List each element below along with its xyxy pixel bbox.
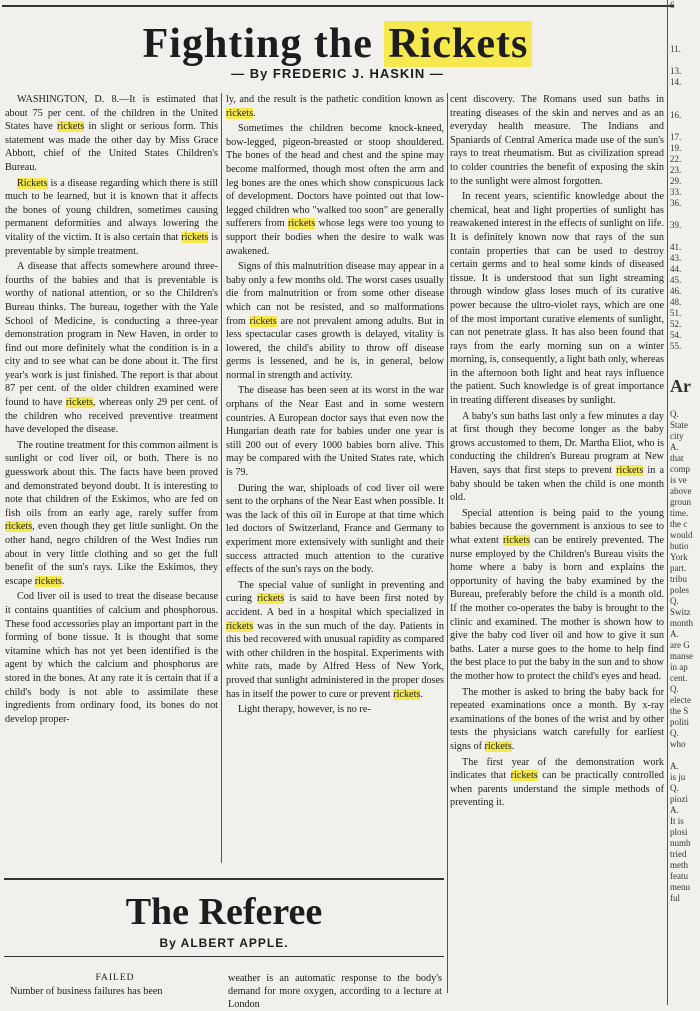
margin-fragment: time. bbox=[670, 508, 689, 518]
referee-text-1: Number of business failures has been bbox=[10, 986, 163, 997]
margin-fragment bbox=[670, 121, 700, 132]
margin-fragment bbox=[670, 22, 700, 33]
margin-fragment bbox=[670, 209, 700, 220]
article-title bbox=[0, 18, 675, 70]
paragraph: In recent years, scientific knowledge about the chemical, heat and light properties of sunlight has reawakened interest in the effects of sunlight on life. It is definitely known now that rays of the sun contain properties that can be used to destroy certain germs and to heal some kinds of diseased tissue. It is understood that sun light streaming through window glass loses much of its curative power because the ultro-violet rays, which are one of the most important curative elements of sunlight, can not penetrate glass. It has also been found that rays from the early morning sun on a winter morning, is, consequently, a light bath only, whereas in the afternoon both light and heat rays influence the patient. Such knowledge is of great importance in treating different diseases by sunlight. bbox=[450, 191, 664, 407]
referee-top-rule bbox=[4, 878, 444, 880]
column-divider bbox=[447, 93, 448, 993]
paragraph: Special attention is being paid to the young babies because the government is anxious to see to what extent rickets can be entirely prevented. The nurse employed by the Children's Bureau visits the home where a baby is born and explains the opportunity of having the baby examined by the Bureau, preferably before the child is a month old. If the mother co-operates the baby is brought to the clinic and examined. The mother is shown how to give the baby cod liver oil and how to give it sun baths. Later a nurse goes to the home to help find the best place to put the baby in the sun and to show the mother how to protect the child's eyes and head. bbox=[450, 507, 664, 682]
highlighted-term: rickets bbox=[5, 521, 33, 533]
margin-fragment: electe bbox=[670, 695, 691, 705]
margin-fragment bbox=[670, 33, 700, 44]
margin-fragment: 29. bbox=[670, 176, 682, 186]
margin-fragment: Ar bbox=[670, 376, 691, 396]
margin-fragment: city bbox=[670, 431, 684, 441]
referee-rule bbox=[4, 956, 444, 957]
margin-fragment bbox=[670, 231, 700, 242]
margin-fragment: politi bbox=[670, 717, 690, 727]
margin-fragment: are G bbox=[670, 640, 690, 650]
referee-title: The Referee bbox=[125, 891, 323, 933]
margin-fragment: Q. bbox=[670, 409, 679, 419]
margin-fragment: manse bbox=[670, 651, 693, 661]
paragraph: Rickets is a disease regarding which there is still much to be learned, but it is known that it affects the bones of young children, sometimes causing permanent deformities and always lowering the vitality of the victim. It is also certain that rickets is preventable by simple treatment. bbox=[5, 177, 218, 257]
title-prefix: Fighting the bbox=[142, 21, 385, 67]
margin-fragment: featu bbox=[670, 871, 688, 881]
margin-fragment: 22. bbox=[670, 154, 682, 164]
margin-fragment: It is bbox=[670, 816, 684, 826]
margin-fragment: tribu bbox=[670, 574, 687, 584]
margin-fragment: in ap bbox=[670, 662, 688, 672]
top-rule bbox=[2, 5, 674, 7]
margin-fragment bbox=[670, 88, 700, 99]
paragraph: During the war, shiploads of cod liver oil were sent to the orphans of the Near East when possible. It was the lack of this oil in Europe at that time which led doctors of Switzerland, France and Germany to experiment more extensively with sunlight and their success attracted much attention to the curative effects of the sun's rays on the body. bbox=[226, 482, 444, 576]
margin-fragment: Q. bbox=[670, 684, 679, 694]
paragraph: ly, and the result is the pathetic condition known as rickets. bbox=[226, 94, 444, 119]
margin-fragment: 17. bbox=[670, 132, 682, 142]
margin-fragment: 11. bbox=[670, 44, 681, 54]
margin-fragment: 41. bbox=[670, 242, 682, 252]
margin-fragment: A. bbox=[670, 805, 679, 815]
paragraph: Sometimes the children become knock-kneed, bow-legged, pigeon-breasted or stoop shouldered. The bones of the head and chest and the spine may become malformed, though most often the arm and leg bones are the ones which show conspicuous lack of development. Doctors have pointed out that low-legged children who "walked too soon" are generally sufferers from rickets whose legs were too young to support their bodies when the desire to walk was awakened. bbox=[226, 123, 444, 257]
margin-fragment: Switz bbox=[670, 607, 691, 617]
paragraph: WASHINGTON, D. 8.—It is estimated that about 75 per cent. of the children in the United States have rickets in slight or serious form. This statement was made the other day by Miss Grace Abbott, chief of the United States Children's Bureau. bbox=[5, 94, 218, 173]
margin-fragment: the c bbox=[670, 519, 688, 529]
margin-fragment: A. bbox=[670, 761, 679, 771]
highlighted-term: rickets bbox=[393, 688, 421, 700]
highlighted-term: rickets bbox=[57, 121, 85, 133]
margin-fragment: 45. bbox=[670, 275, 682, 285]
margin-fragment: 52. bbox=[670, 319, 682, 329]
paragraph: cent discovery. The Romans used sun baths in treating diseases of the skin and nerves and as an everyday health measure. The Indians and Spaniards of Central America made use of the sun's rays to treat rheumatism. But as civilization spread to colder countries the benefit of exposing the skin to the sunlight were almost forgotten. bbox=[450, 94, 664, 187]
margin-fragment: Q. bbox=[670, 596, 679, 606]
column-divider bbox=[221, 93, 222, 863]
margin-fragment: A. bbox=[670, 629, 679, 639]
margin-fragment bbox=[670, 11, 700, 22]
highlighted-term: rickets bbox=[65, 397, 93, 409]
margin-fragment: above bbox=[670, 486, 692, 496]
margin-fragment: ful bbox=[670, 893, 680, 903]
paragraph: A disease that affects somewhere around three-fourths of the babies and that is preventable is worthy of national attention, or so the Children's Bureau thinks. The bureau, together with the Yale School of Medicine, is conducting a three-year demonstration program in New Haven, in order to find out more definitely what the condition is in a city and to see what can be done about it. The first year's work is just finished. The report is that about 87 per cent. of the older children examined were found to have rickets, whereas only 29 per cent. of the children who received preventive treatment have developed the disease. bbox=[5, 261, 218, 436]
highlighted-term: rickets bbox=[257, 593, 285, 605]
margin-fragment: Q. bbox=[670, 728, 679, 738]
margin-fragment: 39. bbox=[670, 220, 682, 230]
paragraph: Cod liver oil is used to treat the disease because it contains quantities of calcium and phosphorous. These food accessories play an important part in the forming of bone tissue. It is thought that some vitamine which has not yet been identified is the agent by which the calcium and phosphorus are stored in the bones. At any rate it is certain that if a child's body is not able to assimilate these ingredients from ordinary food, its bones do not develop proper- bbox=[5, 591, 218, 725]
margin-fragment: 55. bbox=[670, 341, 682, 351]
margin-fragment: comp bbox=[670, 464, 690, 474]
article-column-1 bbox=[5, 93, 218, 863]
article-byline: — By FREDERIC J. HASKIN — bbox=[231, 66, 444, 81]
margin-fragment: tried bbox=[670, 849, 687, 859]
margin-fragment bbox=[670, 363, 700, 374]
highlighted-term: rickets bbox=[249, 315, 277, 327]
highlighted-term: rickets bbox=[181, 231, 209, 243]
margin-fragment: 48. bbox=[670, 297, 682, 307]
highlighted-term: rickets bbox=[502, 535, 531, 546]
margin-fragment: 33. bbox=[670, 187, 682, 197]
highlighted-term: Rickets bbox=[17, 177, 48, 189]
title-highlight: Rickets bbox=[384, 21, 532, 67]
margin-fragment: that bbox=[670, 453, 684, 463]
paragraph: The first year of the demonstration work indicates that rickets can be practically controlled when parents understand the simple methods of preventing it. bbox=[450, 756, 664, 809]
paragraph: Light therapy, however, is no re- bbox=[238, 704, 371, 716]
margin-fragment bbox=[670, 55, 700, 66]
margin-fragment: 23. bbox=[670, 165, 682, 175]
highlighted-term: rickets bbox=[34, 575, 62, 587]
highlighted-term: rickets bbox=[616, 465, 644, 477]
margin-fragment: menu bbox=[670, 882, 690, 892]
margin-fragment bbox=[670, 99, 700, 110]
margin-fragment bbox=[670, 352, 700, 363]
margin-fragment: 44. bbox=[670, 264, 682, 274]
margin-fragment bbox=[670, 750, 700, 761]
margin-fragment: cent. bbox=[670, 673, 688, 683]
margin-fragment: 54. bbox=[670, 330, 682, 340]
article-column-2 bbox=[226, 93, 444, 863]
margin-fragment: A. bbox=[670, 442, 679, 452]
article-column-3 bbox=[450, 93, 664, 993]
highlighted-term: rickets bbox=[510, 770, 538, 782]
referee-column-2: weather is an automatic response to the body's demand for more oxygen, according to a lecture at London bbox=[228, 973, 442, 1010]
paragraph: The routine treatment for this common ailment is sunlight or cod liver oil, or both. There is no guesswork about this. The facts have been proved and demonstrated beyond doubt. It is interesting to note that children of the Eskimos, who are fed on fish oils from an early age, rarely suffer from rickets, even though they get little sunlight. On the other hand, negro children of the West Indies run about in very little clothing and so get the full benefit of the sun's rays. Like the Eskimos, they escape rickets. bbox=[5, 439, 218, 587]
margin-fragment bbox=[670, 398, 700, 409]
paragraph: Signs of this malnutrition disease may appear in a baby only a few months old. The worst cases usually die from malnutrition or from some other disease which can not be resisted, and so malformations from rickets are not prevalent among adults. But in less spectacular cases growth is delayed, vitality is lowered, the child's ability to throw off disease germs is lessened, and he is, in general, below normal in strength and activity. bbox=[226, 261, 444, 381]
paragraph: A baby's sun baths last only a few minutes a day at first though they become longer as the baby grows accustomed to them, Dr. Martha Eliot, who is conducting the children's Bureau program at New Haven, says that first steps to prevent rickets in a baby should be taken when the child is one month old. bbox=[450, 410, 664, 504]
margin-fragment: meth bbox=[670, 860, 688, 870]
margin-fragment: 46. bbox=[670, 286, 682, 296]
margin-fragment: would bbox=[670, 530, 693, 540]
margin-fragment: 19. bbox=[670, 143, 682, 153]
margin-fragment: 43. bbox=[670, 253, 682, 263]
margin-fragment: the S bbox=[670, 706, 689, 716]
column-divider bbox=[667, 0, 668, 1005]
margin-fragment: poles bbox=[670, 585, 689, 595]
referee-heading: FAILED bbox=[95, 973, 135, 983]
margin-fragment: 36. bbox=[670, 198, 682, 208]
referee-byline: By ALBERT APPLE. bbox=[159, 936, 289, 950]
referee-column-1 bbox=[10, 972, 220, 998]
margin-fragment: 13. bbox=[670, 66, 682, 76]
margin-fragment: month bbox=[670, 618, 694, 628]
highlighted-term: rickets bbox=[484, 740, 512, 752]
highlighted-term: rickets bbox=[226, 107, 254, 119]
margin-fragment: is ve bbox=[670, 475, 687, 485]
margin-fragment: butio bbox=[670, 541, 689, 551]
paragraph: The disease has been seen at its worst in the war orphans of the Near East and in some western countries. A European doctor says that even now the Hungarian death rate for babies under one year is still 200 out of every 1000 babies born alive. This may be compared with the United States rate, which is 79. bbox=[226, 385, 444, 479]
adjacent-column-margin bbox=[670, 0, 700, 1005]
margin-fragment: who bbox=[670, 739, 686, 749]
margin-fragment: Q. bbox=[670, 783, 679, 793]
margin-fragment: groun bbox=[670, 497, 691, 507]
highlighted-term: rickets bbox=[288, 218, 316, 230]
margin-fragment: 16. bbox=[670, 110, 682, 120]
margin-fragment: York bbox=[670, 552, 688, 562]
margin-fragment: is ju bbox=[670, 772, 686, 782]
margin-fragment: part. bbox=[670, 563, 687, 573]
highlighted-term: rickets bbox=[226, 620, 254, 632]
margin-fragment: numb bbox=[670, 838, 691, 848]
margin-fragment: 51. bbox=[670, 308, 682, 318]
margin-fragment: State bbox=[670, 420, 688, 430]
paragraph: The mother is asked to bring the baby back for repeated examinations once a month. By x-ray examinations of the bones of the wrist and by other tests the physicians watch carefully for earliest signs of rickets. bbox=[450, 686, 664, 752]
margin-fragment: 14. bbox=[670, 77, 682, 87]
margin-fragment: 6 bbox=[670, 0, 675, 10]
margin-fragment: piozi bbox=[670, 794, 688, 804]
paragraph: The special value of sunlight in preventing and curing rickets is said to have been first noted by accident. A bed in a hospital which specialized in rickets was in the sun much of the day. Patients in this bed recovered with unusual rapidity as compared with other children in the hospital. Experiments with white rats, made by Alfred Hess of New York, proved that sunlight administered in the proper doses has in itself the power to cure or prevent rickets. bbox=[226, 579, 444, 700]
margin-fragment: plosi bbox=[670, 827, 688, 837]
